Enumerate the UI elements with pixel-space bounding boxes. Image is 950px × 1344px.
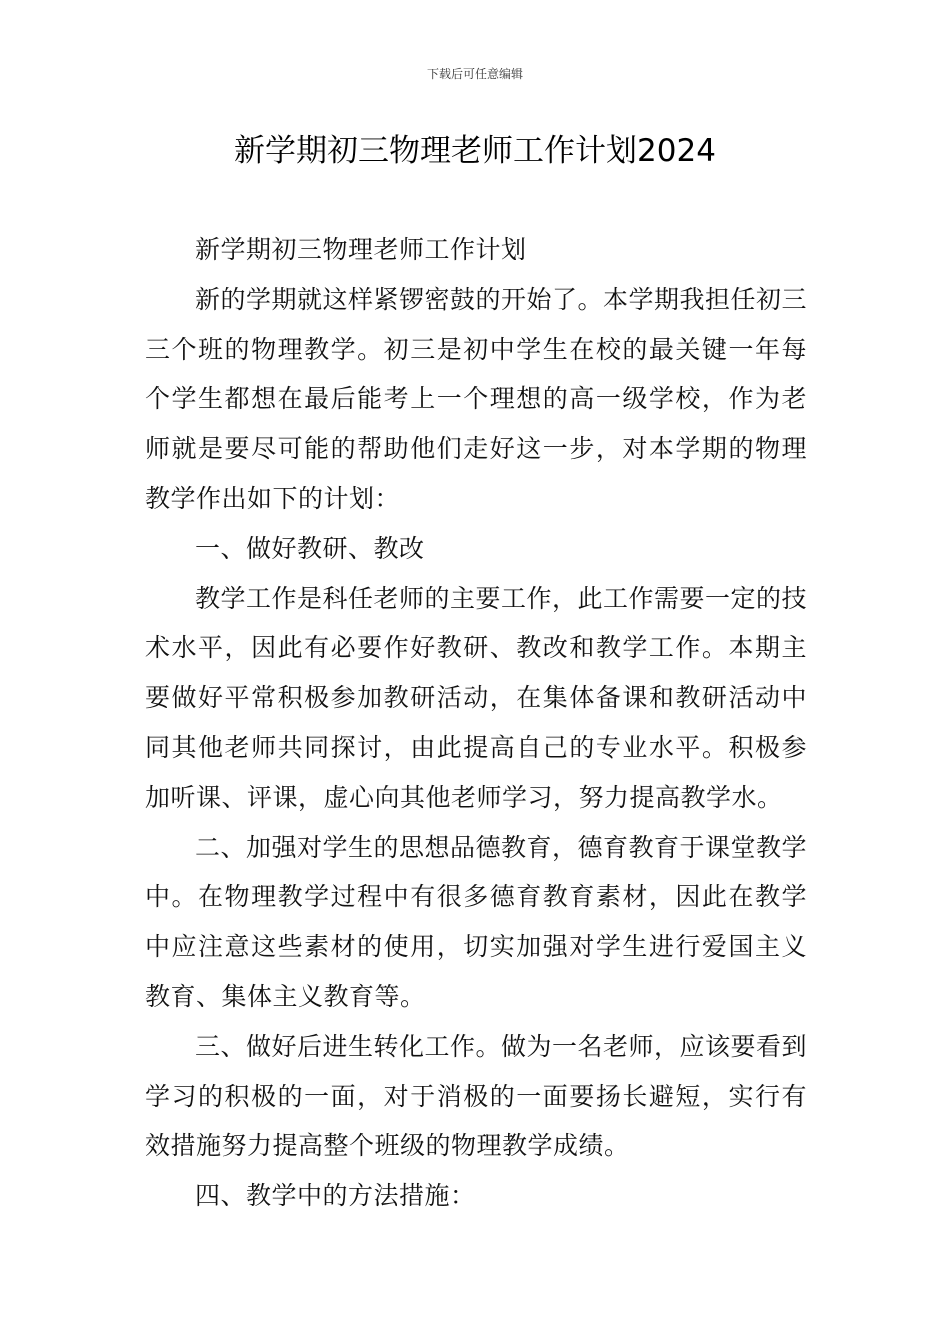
header-note: 下载后可任意编辑 <box>426 67 523 81</box>
paragraph-heading-1: 一、做好教研、教改 <box>195 533 425 563</box>
paragraph-section-3: 三、做好后进生转化工作。做为一名老师，应该要看到学习的积极的一面，对于消极的一面要扬长避短，实行有效措施努力提高整个班级的物理教学成绩。 <box>145 1031 808 1161</box>
document-body <box>145 225 807 1221</box>
document-title: 新学期初三物理老师工作计划2024 <box>234 133 716 169</box>
paragraph-section-2: 二、加强对学生的思想品德教育，德育教育于课堂教学中。在物理教学过程中有很多德育教育素材，因此在教学中应注意这些素材的使用，切实加强对学生进行爱国主义教育、集体主义教育等。 <box>145 832 808 1011</box>
paragraph-intro: 新的学期就这样紧锣密鼓的开始了。本学期我担任初三三个班的物理教学。初三是初中学生在校的最关键一年每个学生都想在最后能考上一个理想的高一级学校，作为老师就是要尽可能的帮助他们走好这一步，对本学期的物理教学作出如下的计划： <box>145 284 808 513</box>
paragraph-subtitle: 新学期初三物理老师工作计划 <box>195 235 527 264</box>
paragraph-heading-4: 四、教学中的方法措施： <box>195 1181 476 1211</box>
paragraph-section-1: 教学工作是科任老师的主要工作，此工作需要一定的技术水平，因此有必要作好教研、教改和教学工作。本期主要做好平常积极参加教研活动，在集体备课和教研活动中同其他老师共同探讨，由此提高自己的专业水平。积极参加听课、评课，虚心向其他老师学习，努力提高教学水。 <box>145 583 808 812</box>
